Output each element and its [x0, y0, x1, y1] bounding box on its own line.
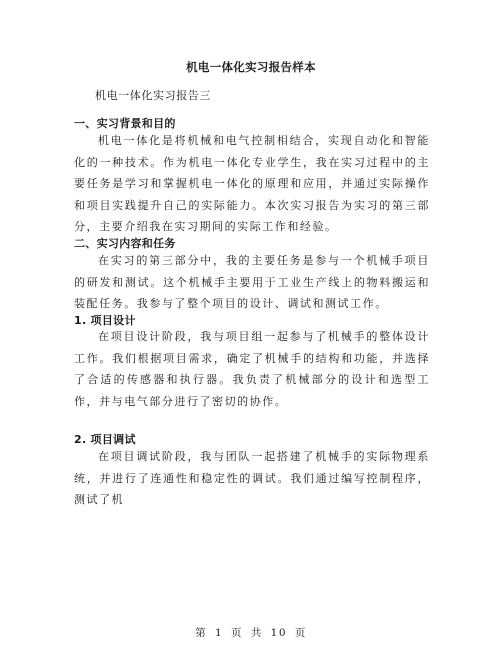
- section-heading-background: 一、实习背景和目的: [74, 117, 176, 130]
- section-paragraph-content: 在实习的第三部分中，我的主要任务是参与一个机械手项目的研发和测试。这个机械手主要用于工业生产线上的物料搬运和装配任务。我参与了整个项目的设计、调试和测试工作。: [74, 254, 430, 310]
- section-heading-content: 二、实习内容和任务: [74, 237, 176, 250]
- section-heading-project-debug: 2. 项目调试: [74, 433, 136, 446]
- page-footer: 第 1 页 共 10 页: [195, 627, 307, 639]
- section-paragraph-project-design: 在项目设计阶段，我与项目组一起参与了机械手的整体设计工作。我们根据项目需求，确定了机械手的结构和功能，并选择了合适的传感器和执行器。我负责了机械部分的设计和选型工作，并与电气部分进行了密切的协作。: [74, 330, 430, 408]
- section-heading-project-design: 1. 项目设计: [74, 314, 136, 327]
- document-subtitle: 机电一体化实习报告三: [95, 89, 211, 102]
- document-title: 机电一体化实习报告样本: [186, 60, 316, 74]
- section-paragraph-project-debug: 在项目调试阶段，我与团队一起搭建了机械手的实际物理系统，并进行了连通性和稳定性的调试。我们通过编写控制程序，测试了机: [74, 450, 430, 506]
- section-paragraph-background: 机电一体化是将机械和电气控制相结合，实现自动化和智能化的一种技术。作为机电一体化专业学生，我在实习过程中的主要任务是学习和掌握机电一体化的原理和应用，并通过实际操作和项目实践提升自己的实际能力。本次实习报告为实习的第三部分，主要介绍我在实习期间的实际工作和经验。: [74, 134, 430, 233]
